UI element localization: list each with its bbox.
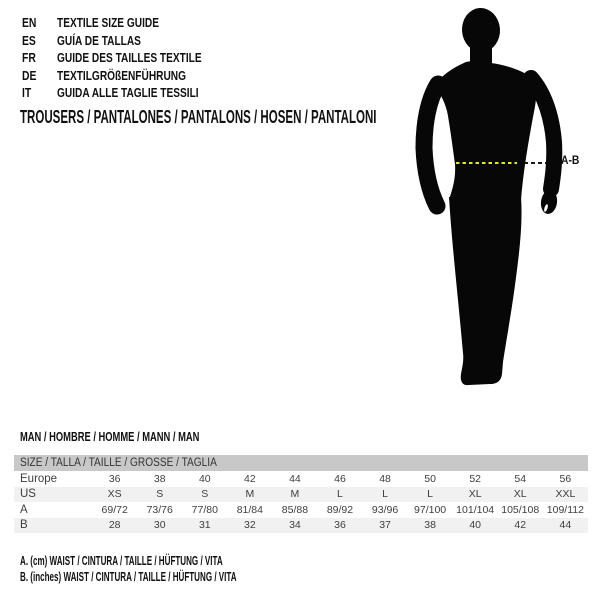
language-row-de	[22, 67, 242, 85]
cell: 40	[469, 519, 481, 532]
cell: 50	[424, 472, 436, 485]
cell: 69/72	[101, 503, 128, 516]
man-silhouette	[400, 0, 600, 400]
language-title-en: TEXTILE SIZE GUIDE	[57, 15, 159, 31]
table-row-a-cm	[14, 502, 588, 518]
cell: 28	[108, 519, 121, 532]
silhouette-shapes	[424, 7, 559, 385]
cell: L	[337, 488, 343, 501]
table-row-europe	[14, 471, 588, 487]
cell: 37	[379, 519, 391, 532]
cell: 44	[289, 472, 301, 485]
measure-label: A-B	[561, 155, 580, 167]
language-title-it: GUIDA ALLE TAGLIE TESSILI	[57, 85, 199, 101]
cell: 56	[559, 472, 572, 485]
cell: 46	[334, 472, 346, 485]
cell: 42	[514, 519, 527, 532]
category-title: TROUSERS / PANTALONES / PANTALONS / HOSEN / PANTALONI	[20, 107, 377, 127]
cell: 93/96	[371, 503, 399, 516]
table-row-us	[14, 487, 588, 503]
cell: 54	[514, 472, 527, 485]
cell: M	[245, 488, 255, 501]
language-title-fr: GUIDE DES TAILLES TEXTILE	[57, 50, 202, 66]
cell: M	[290, 488, 300, 501]
cell: 105/108	[501, 503, 540, 516]
language-row-fr	[22, 49, 242, 67]
man-silhouette-figure	[400, 0, 600, 400]
cell: XL	[513, 488, 527, 501]
cell: 30	[153, 519, 166, 532]
cell: 77/80	[191, 503, 218, 516]
cell: XXL	[555, 488, 576, 501]
cell: S	[156, 488, 164, 501]
cell: 109/112	[546, 503, 584, 516]
cell: 31	[198, 519, 211, 532]
language-list	[22, 14, 242, 102]
row-label-europe: Europe	[20, 472, 58, 485]
cell: 40	[198, 472, 211, 485]
legs-shape	[449, 197, 522, 385]
cell: L	[427, 488, 434, 501]
right-arm-shape	[531, 78, 554, 189]
size-table-header: SIZE / TALLA / TAILLE / GRÖSSE / TAGLIA	[14, 455, 588, 471]
size-table-header-row	[14, 455, 588, 471]
cell: 38	[424, 519, 436, 532]
cell: 101/104	[456, 503, 495, 516]
cell: 89/92	[326, 503, 354, 516]
row-label-us: US	[20, 488, 36, 501]
cell: XS	[107, 488, 122, 501]
cell: 97/100	[414, 503, 447, 516]
language-title-de: TEXTILGRÖßENFÜHRUNG	[57, 67, 187, 83]
language-row-es	[22, 32, 242, 50]
gender-section-title: MAN / HOMBRE / HOMME / MANN / MAN	[20, 429, 200, 444]
language-row-en	[22, 14, 242, 32]
cell: S	[201, 488, 209, 501]
cell: 48	[379, 472, 391, 485]
cell: 44	[559, 519, 572, 532]
cell: 81/84	[236, 503, 263, 516]
row-label-b: B	[20, 519, 28, 532]
language-code-it: IT	[22, 85, 32, 101]
cell: L	[382, 488, 388, 501]
cell: 42	[244, 472, 256, 485]
cell: 36	[334, 519, 346, 532]
note-a-cm: A. (cm) WAIST / CINTURA / TAILLE / HÜFTUNG / VITA	[20, 553, 223, 568]
table-row-b-inches	[14, 518, 588, 534]
language-code-de: DE	[22, 67, 37, 83]
note-b-inches: B. (inches) WAIST / CINTURA / TAILLE / HÜFTUNG / VITA	[20, 568, 237, 584]
language-code-en: EN	[22, 15, 37, 31]
language-title-es: GUÍA DE TALLAS	[57, 32, 141, 48]
language-code-fr: FR	[22, 50, 36, 66]
row-label-a: A	[20, 503, 28, 516]
language-code-es: ES	[22, 32, 36, 48]
size-table	[14, 455, 588, 533]
cell: 34	[289, 519, 301, 532]
left-arm-shape	[424, 84, 438, 206]
torso-shape	[435, 61, 536, 200]
cell: XL	[468, 488, 482, 501]
cell: 36	[108, 472, 121, 485]
cell: 38	[153, 472, 166, 485]
cell: 52	[469, 472, 481, 485]
cell: 32	[244, 519, 256, 532]
cell: 73/76	[146, 503, 173, 516]
language-row-it	[22, 84, 242, 102]
measurement-notes	[20, 553, 369, 584]
cell: 85/88	[281, 503, 309, 516]
